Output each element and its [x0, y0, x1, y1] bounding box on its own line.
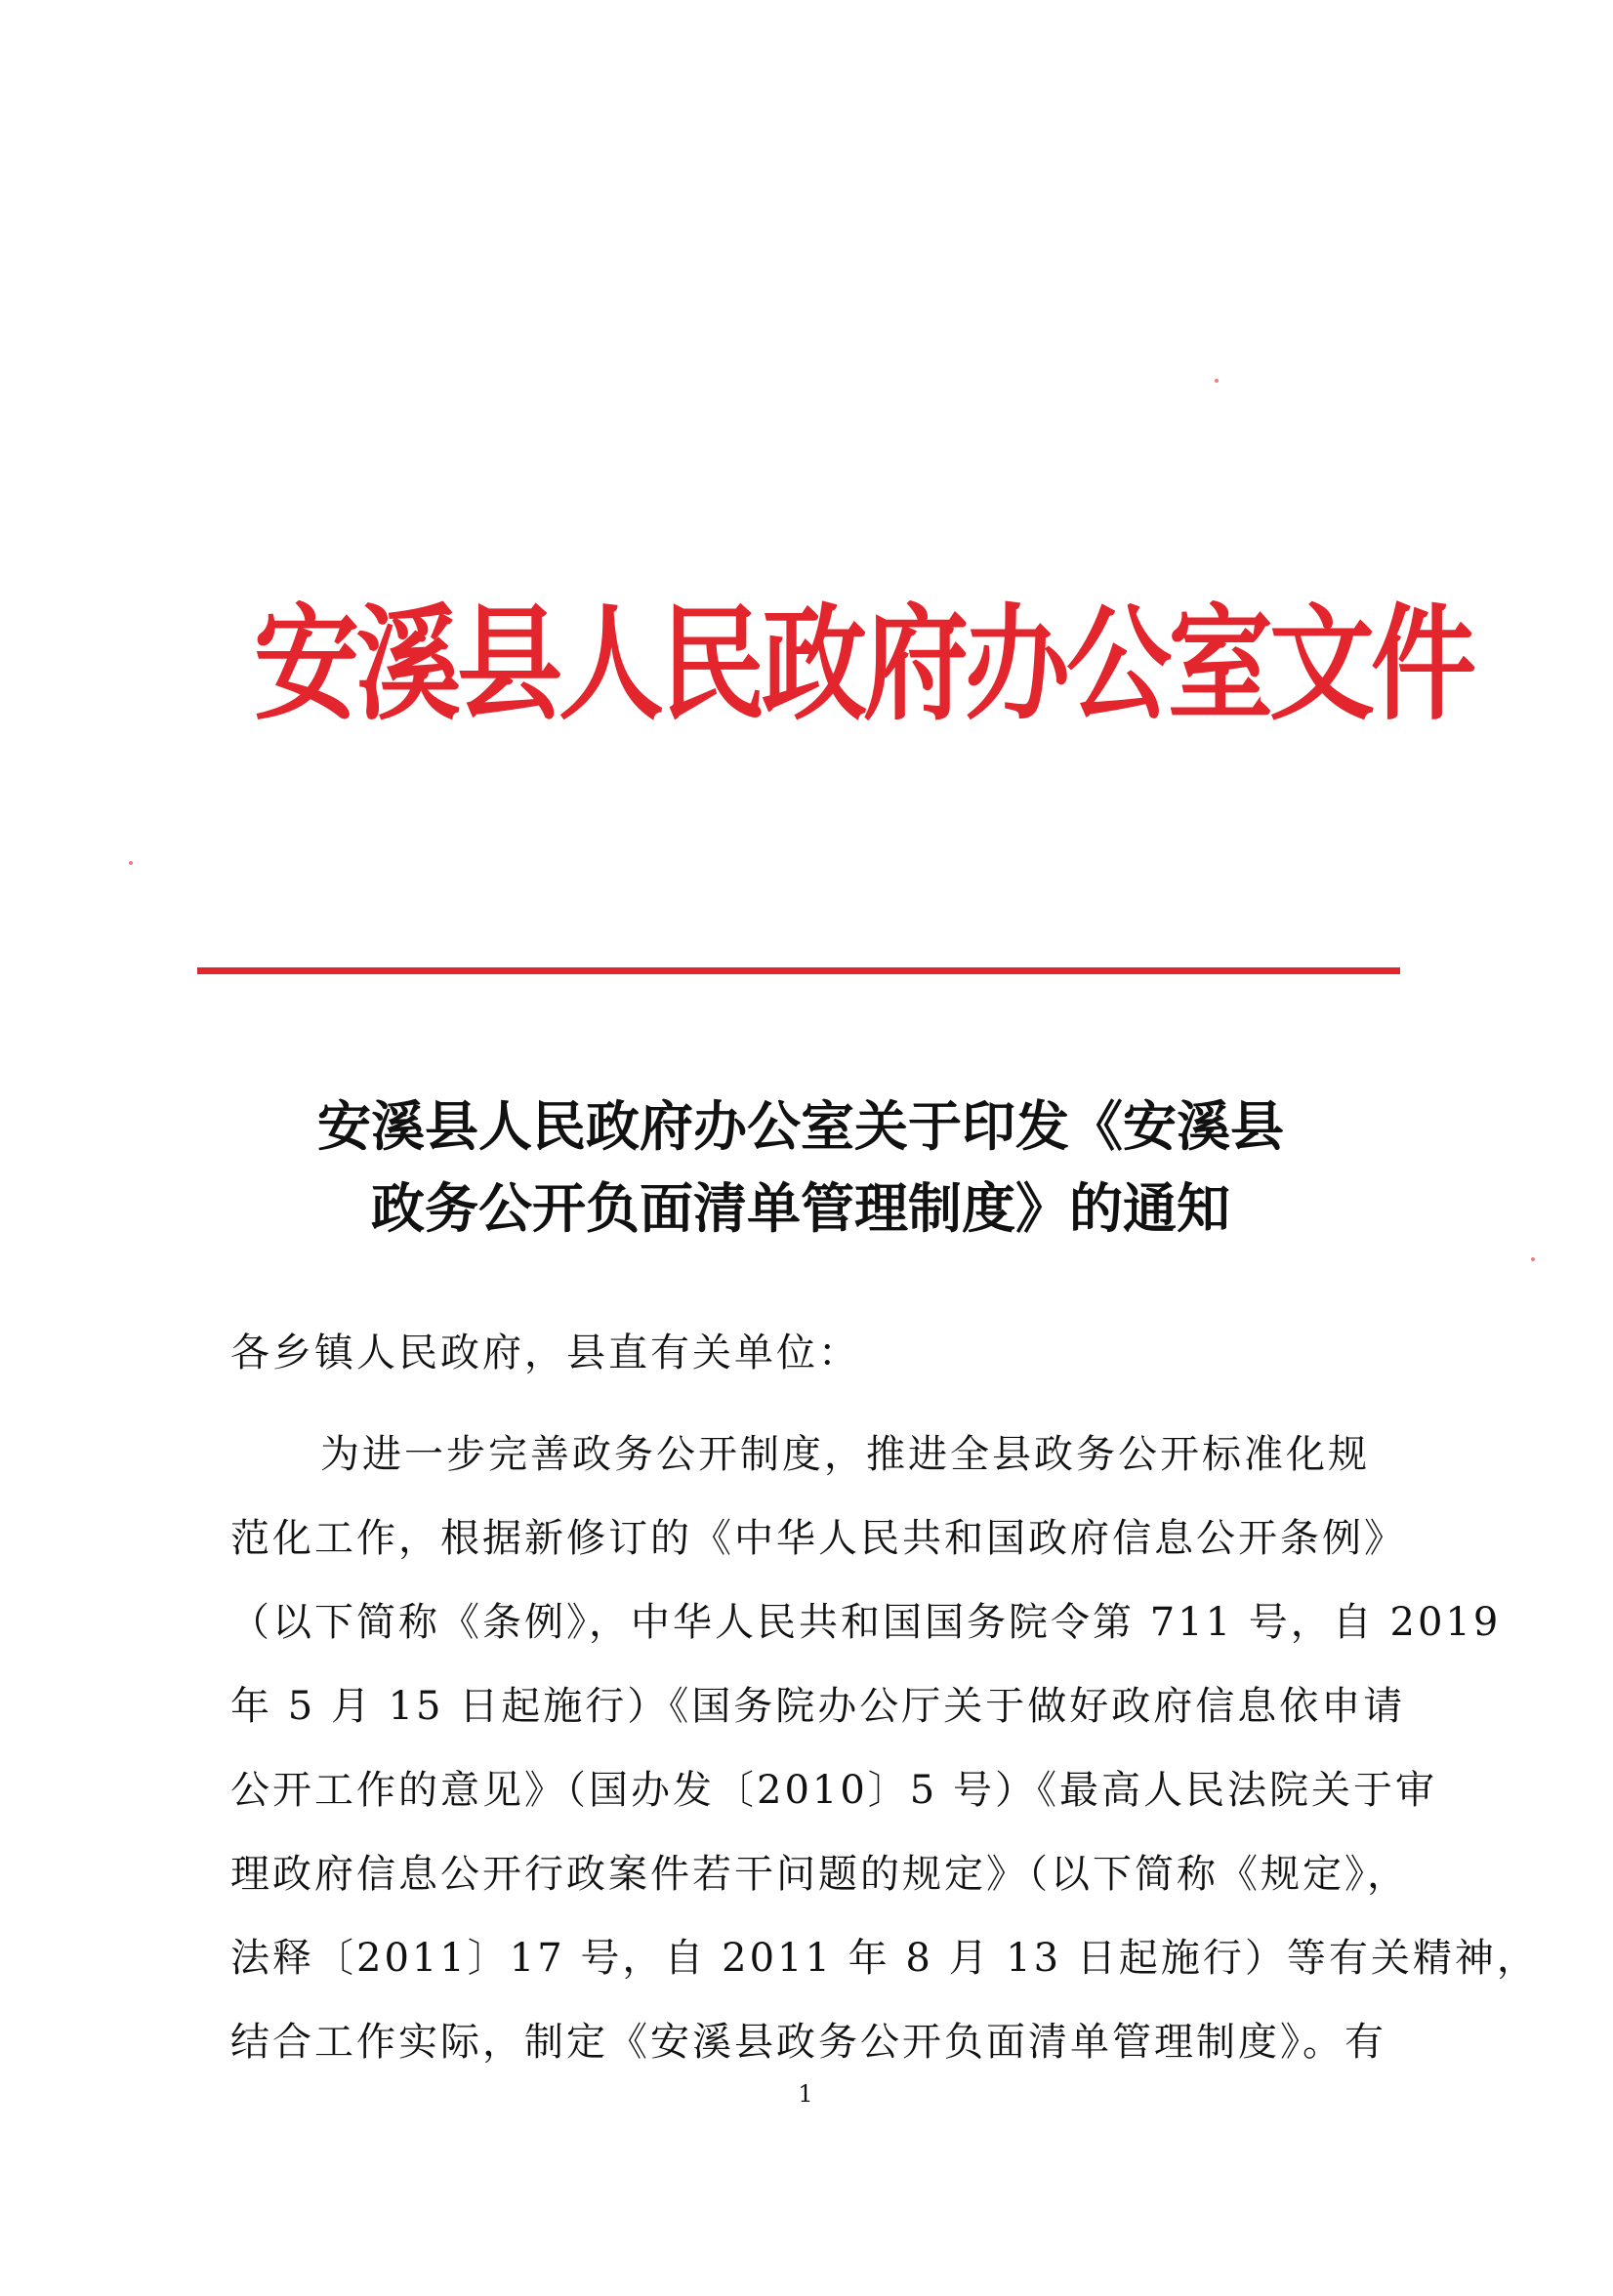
- body-line: 范化工作，根据新修订的《中华人民共和国政府信息公开条例》: [230, 1516, 1406, 1561]
- notice-title-line: 政务公开负面清单管理制度》的通知: [370, 1176, 1230, 1240]
- notice-title-line: 安溪县人民政府办公室关于印发《安溪县: [316, 1094, 1284, 1158]
- body-line: （以下简称《条例》，中华人民共和国国务院令第 711 号，自 2019: [230, 1600, 1502, 1645]
- scan-speck: [1215, 379, 1219, 383]
- body-line: 法释〔2011〕17 号，自 2011 年 8 月 13 日起施行）等有关精神，: [230, 1936, 1539, 1981]
- scan-speck: [129, 861, 133, 865]
- scan-speck: [1531, 1257, 1535, 1261]
- body-line: 年 5 月 15 日起施行）《国务院办公厅关于做好政府信息依申请: [230, 1684, 1406, 1729]
- body-paragraph: [230, 1413, 1539, 2084]
- page-number: 1: [798, 2080, 813, 2108]
- body-line: 理政府信息公开行政案件若干问题的规定》（以下简称《规定》，: [230, 1852, 1409, 1897]
- body-line: 为进一步完善政务公开制度，推进全县政务公开标准化规: [320, 1432, 1370, 1477]
- body-line: 结合工作实际，制定《安溪县政务公开负面清单管理制度》。有: [230, 2020, 1386, 2065]
- salutation: 各乡镇人民政府，县直有关单位：: [230, 1331, 860, 1375]
- body-line: 公开工作的意见》（国办发〔2010〕5 号）《最高人民法院关于审: [230, 1768, 1437, 1813]
- masthead-title: 安溪县人民政府办公室文件: [254, 592, 1473, 737]
- red-divider-rule: [197, 967, 1400, 974]
- notice-title: [195, 1086, 1406, 1250]
